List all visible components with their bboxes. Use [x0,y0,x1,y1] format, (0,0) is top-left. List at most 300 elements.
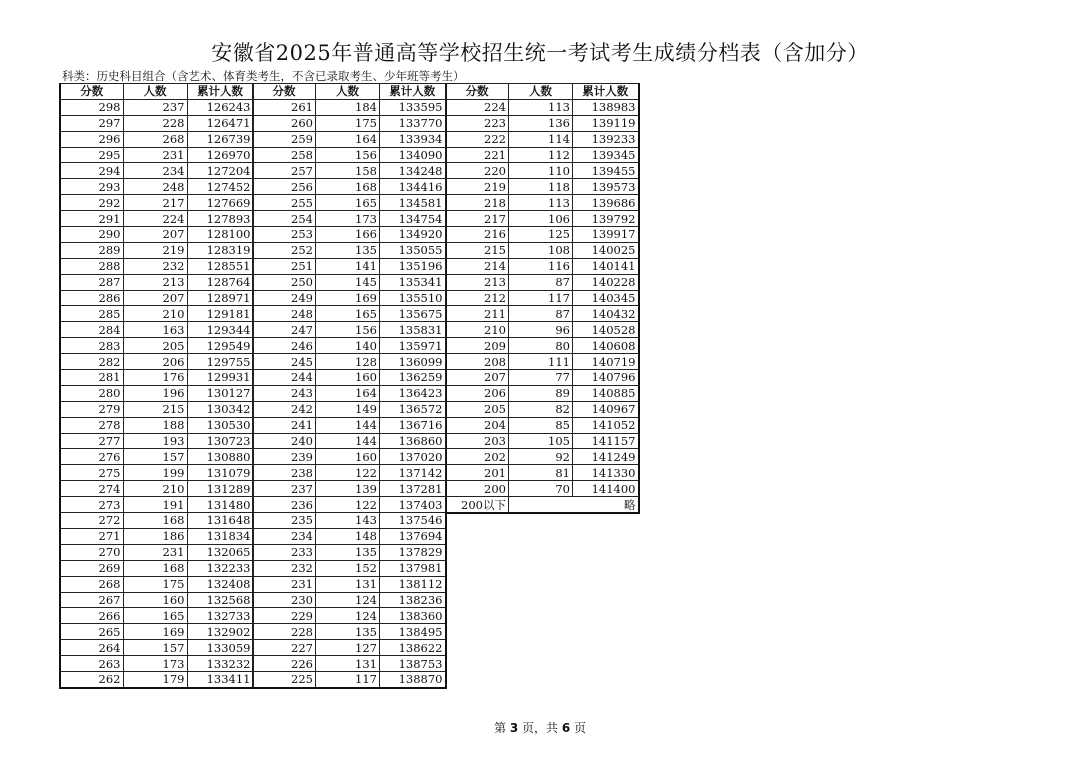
cumulative-cell: 137981 [380,560,446,576]
footer-suffix: 页 [570,721,586,735]
subject-line: 科类：历史科目组合（含艺术、体育类考生，不含已录取考生、少年班等考生） [62,69,465,83]
score-cell: 258 [253,147,316,163]
cumulative-cell: 139119 [573,115,639,131]
count-cell: 118 [509,179,573,195]
below-200-value: 略 [509,497,639,513]
cumulative-cell: 137829 [380,544,446,560]
score-cell: 233 [253,544,316,560]
score-cell: 211 [446,306,509,322]
count-cell: 152 [316,560,380,576]
cumulative-cell: 140228 [573,274,639,290]
score-cell: 227 [253,640,316,656]
table-row [60,592,253,608]
table-row [253,179,446,195]
count-cell: 248 [123,179,187,195]
score-cell: 210 [446,322,509,338]
count-cell: 149 [316,401,380,417]
table-row [253,306,446,322]
score-cell: 235 [253,513,316,529]
score-cell: 223 [446,115,509,131]
count-cell: 188 [123,417,187,433]
score-cell: 276 [60,449,123,465]
score-cell: 242 [253,401,316,417]
cumulative-cell: 130127 [187,385,253,401]
count-cell: 231 [123,544,187,560]
cumulative-cell: 135510 [380,290,446,306]
count-cell: 196 [123,385,187,401]
score-cell: 238 [253,465,316,481]
table-row [253,640,446,656]
count-cell: 128 [316,354,380,370]
table-header-row [446,84,639,100]
score-cell: 290 [60,227,123,243]
cumulative-cell: 134248 [380,163,446,179]
table-row [253,671,446,687]
count-cell: 184 [316,99,380,115]
table-row [446,433,639,449]
count-cell: 215 [123,401,187,417]
footer-page-number: 3 [509,721,519,735]
count-cell: 157 [123,640,187,656]
cumulative-cell: 132568 [187,592,253,608]
score-cell: 296 [60,131,123,147]
score-cell: 269 [60,560,123,576]
table-row [253,401,446,417]
score-cell: 285 [60,306,123,322]
count-cell: 89 [509,385,573,401]
table-row [60,576,253,592]
table-row [446,449,639,465]
score-cell: 204 [446,417,509,433]
cumulative-cell: 128100 [187,227,253,243]
score-cell: 208 [446,354,509,370]
score-cell: 298 [60,99,123,115]
score-cell: 279 [60,401,123,417]
cumulative-cell: 131289 [187,481,253,497]
cumulative-cell: 141249 [573,449,639,465]
score-cell: 200 [446,481,509,497]
table-row [60,115,253,131]
count-cell: 175 [123,576,187,592]
table-row [446,290,639,306]
count-cell: 108 [509,242,573,258]
table-row [253,385,446,401]
table-row [60,99,253,115]
cumulative-cell: 136860 [380,433,446,449]
score-cell: 206 [446,385,509,401]
score-cell: 234 [253,528,316,544]
table-row [60,370,253,386]
table-row [253,465,446,481]
score-cell: 292 [60,195,123,211]
score-cell: 261 [253,99,316,115]
cumulative-cell: 140719 [573,354,639,370]
count-cell: 136 [509,115,573,131]
table-row [60,513,253,529]
score-cell: 288 [60,258,123,274]
cumulative-cell: 136716 [380,417,446,433]
cumulative-cell: 127669 [187,195,253,211]
count-cell: 144 [316,433,380,449]
score-table-column-1 [59,83,254,689]
table-row [446,306,639,322]
table-row [60,274,253,290]
cumulative-cell: 126970 [187,147,253,163]
count-cell: 135 [316,242,380,258]
count-cell: 193 [123,433,187,449]
cumulative-cell: 130880 [187,449,253,465]
count-cell: 111 [509,354,573,370]
count-cell: 144 [316,417,380,433]
cumulative-cell: 127204 [187,163,253,179]
cumulative-cell: 136259 [380,370,446,386]
score-cell: 259 [253,131,316,147]
below-200-label: 200以下 [446,497,509,513]
table-row [446,258,639,274]
count-cell: 127 [316,640,380,656]
cumulative-cell: 132408 [187,576,253,592]
count-cell: 117 [316,671,380,687]
cumulative-cell: 136572 [380,401,446,417]
table-row [253,544,446,560]
count-cell: 219 [123,242,187,258]
table-row [60,131,253,147]
table-row [253,227,446,243]
cumulative-cell: 129931 [187,370,253,386]
count-cell: 228 [123,115,187,131]
count-cell: 122 [316,497,380,513]
score-cell: 225 [253,671,316,687]
score-cell: 291 [60,211,123,227]
count-cell: 169 [316,290,380,306]
count-cell: 87 [509,274,573,290]
table-row [446,417,639,433]
score-cell: 257 [253,163,316,179]
table-row [60,322,253,338]
table-row [60,306,253,322]
cumulative-cell: 137142 [380,465,446,481]
table-row [253,258,446,274]
cumulative-cell: 139573 [573,179,639,195]
count-cell: 157 [123,449,187,465]
table-row [60,433,253,449]
table-row [253,608,446,624]
count-cell: 158 [316,163,380,179]
table-row [60,385,253,401]
cumulative-cell: 126471 [187,115,253,131]
count-cell: 141 [316,258,380,274]
score-cell: 282 [60,354,123,370]
document-title: 安徽省2025年普通高等学校招生统一考试考生成绩分档表（含加分） [211,41,869,65]
cumulative-cell: 138753 [380,656,446,672]
count-cell: 168 [123,560,187,576]
score-cell: 255 [253,195,316,211]
table-row [446,338,639,354]
score-cell: 256 [253,179,316,195]
count-cell: 166 [316,227,380,243]
score-cell: 221 [446,147,509,163]
table-row [446,354,639,370]
score-cell: 226 [253,656,316,672]
cumulative-cell: 138360 [380,608,446,624]
table-row [253,99,446,115]
cumulative-cell: 133232 [187,656,253,672]
cumulative-cell: 140967 [573,401,639,417]
cumulative-cell: 138983 [573,99,639,115]
score-cell: 262 [60,671,123,687]
footer-middle: 页，共 [518,721,562,735]
cumulative-cell: 128764 [187,274,253,290]
cumulative-cell: 130342 [187,401,253,417]
table-row [253,115,446,131]
cumulative-cell: 138870 [380,671,446,687]
cumulative-cell: 139233 [573,131,639,147]
table-row [253,624,446,640]
table-row [60,211,253,227]
table-row [446,163,639,179]
cumulative-cell: 132065 [187,544,253,560]
score-cell: 289 [60,242,123,258]
table-row [253,195,446,211]
table-header-row [253,84,446,100]
count-cell: 205 [123,338,187,354]
score-cell: 230 [253,592,316,608]
score-cell: 202 [446,449,509,465]
table-row [253,576,446,592]
table-row [60,417,253,433]
count-cell: 125 [509,227,573,243]
count-cell: 213 [123,274,187,290]
table-row [253,513,446,529]
score-cell: 214 [446,258,509,274]
count-cell: 122 [316,465,380,481]
table-row [253,417,446,433]
cumulative-cell: 136099 [380,354,446,370]
table-row [253,131,446,147]
score-cell: 237 [253,481,316,497]
table-row [253,242,446,258]
score-cell: 248 [253,306,316,322]
score-cell: 218 [446,195,509,211]
score-cell: 217 [446,211,509,227]
score-cell: 250 [253,274,316,290]
cumulative-cell: 141052 [573,417,639,433]
count-cell: 148 [316,528,380,544]
table-row [60,354,253,370]
count-cell: 124 [316,592,380,608]
score-cell: 268 [60,576,123,592]
score-cell: 264 [60,640,123,656]
cumulative-cell: 139455 [573,163,639,179]
score-cell: 209 [446,338,509,354]
cumulative-cell: 137403 [380,497,446,513]
cumulative-cell: 132902 [187,624,253,640]
count-cell: 169 [123,624,187,640]
footer-total-pages: 6 [561,721,571,735]
score-cell: 253 [253,227,316,243]
count-cell: 116 [509,258,573,274]
cumulative-cell: 140885 [573,385,639,401]
table-row [253,370,446,386]
cumulative-cell: 134754 [380,211,446,227]
count-cell: 85 [509,417,573,433]
cumulative-cell: 129344 [187,322,253,338]
table-row [446,465,639,481]
table-row [60,656,253,672]
table-row [446,481,639,497]
cumulative-cell: 126243 [187,99,253,115]
score-table-column-3 [445,83,640,514]
score-cell: 207 [446,370,509,386]
score-cell: 266 [60,608,123,624]
count-cell: 164 [316,131,380,147]
table-row [60,227,253,243]
score-cell: 272 [60,513,123,529]
count-cell: 156 [316,147,380,163]
table-row [446,115,639,131]
cumulative-cell: 127893 [187,211,253,227]
cumulative-cell: 135971 [380,338,446,354]
cumulative-cell: 132233 [187,560,253,576]
count-cell: 175 [316,115,380,131]
cumulative-cell: 135055 [380,242,446,258]
count-cell: 140 [316,338,380,354]
score-cell: 213 [446,274,509,290]
count-cell: 117 [509,290,573,306]
score-cell: 275 [60,465,123,481]
cumulative-cell: 140345 [573,290,639,306]
score-cell: 295 [60,147,123,163]
score-cell: 284 [60,322,123,338]
table-row [253,274,446,290]
table-row [60,449,253,465]
score-cell: 293 [60,179,123,195]
table-row [446,179,639,195]
page-footer [0,719,1080,736]
score-cell: 283 [60,338,123,354]
table-row [60,401,253,417]
header-cumulative: 累计人数 [380,84,446,100]
table-row [60,640,253,656]
table-row [253,354,446,370]
count-cell: 160 [123,592,187,608]
cumulative-cell: 141400 [573,481,639,497]
cumulative-cell: 138495 [380,624,446,640]
score-cell: 265 [60,624,123,640]
table-row [60,560,253,576]
score-cell: 280 [60,385,123,401]
table-row [60,290,253,306]
table-row [253,338,446,354]
cumulative-cell: 139792 [573,211,639,227]
table-row [446,99,639,115]
table-row [60,147,253,163]
table-row [446,195,639,211]
count-cell: 210 [123,481,187,497]
header-score: 分数 [253,84,316,100]
table-row [253,147,446,163]
header-count: 人数 [316,84,380,100]
score-cell: 254 [253,211,316,227]
count-cell: 156 [316,322,380,338]
count-cell: 135 [316,624,380,640]
table-row [253,433,446,449]
count-cell: 186 [123,528,187,544]
header-count: 人数 [123,84,187,100]
table-row [253,163,446,179]
footer-prefix: 第 [493,721,510,735]
score-cell: 273 [60,497,123,513]
count-cell: 124 [316,608,380,624]
score-cell: 245 [253,354,316,370]
count-cell: 207 [123,227,187,243]
table-row [446,242,639,258]
score-cell: 203 [446,433,509,449]
count-cell: 232 [123,258,187,274]
score-cell: 216 [446,227,509,243]
table-row [446,370,639,386]
cumulative-cell: 129181 [187,306,253,322]
score-cell: 228 [253,624,316,640]
cumulative-cell: 128971 [187,290,253,306]
score-cell: 244 [253,370,316,386]
score-cell: 222 [446,131,509,147]
count-cell: 207 [123,290,187,306]
cumulative-cell: 133595 [380,99,446,115]
count-cell: 82 [509,401,573,417]
cumulative-cell: 137020 [380,449,446,465]
score-cell: 201 [446,465,509,481]
table-row [253,497,446,513]
count-cell: 77 [509,370,573,386]
count-cell: 105 [509,433,573,449]
table-row [253,656,446,672]
table-row [60,624,253,640]
cumulative-cell: 132733 [187,608,253,624]
cumulative-cell: 133059 [187,640,253,656]
table-row [253,481,446,497]
count-cell: 234 [123,163,187,179]
score-cell: 249 [253,290,316,306]
cumulative-cell: 138236 [380,592,446,608]
cumulative-cell: 135196 [380,258,446,274]
count-cell: 191 [123,497,187,513]
header-score: 分数 [446,84,509,100]
cumulative-cell: 128319 [187,242,253,258]
count-cell: 206 [123,354,187,370]
count-cell: 210 [123,306,187,322]
cumulative-cell: 137694 [380,528,446,544]
count-cell: 160 [316,449,380,465]
table-row [60,544,253,560]
score-cell: 287 [60,274,123,290]
score-cell: 294 [60,163,123,179]
count-cell: 106 [509,211,573,227]
score-cell: 277 [60,433,123,449]
count-cell: 92 [509,449,573,465]
cumulative-cell: 136423 [380,385,446,401]
count-cell: 237 [123,99,187,115]
cumulative-cell: 131648 [187,513,253,529]
table-row [446,274,639,290]
cumulative-cell: 141157 [573,433,639,449]
cumulative-cell: 133411 [187,671,253,687]
cumulative-cell: 130530 [187,417,253,433]
score-cell: 246 [253,338,316,354]
score-cell: 219 [446,179,509,195]
table-row [60,465,253,481]
cumulative-cell: 134416 [380,179,446,195]
